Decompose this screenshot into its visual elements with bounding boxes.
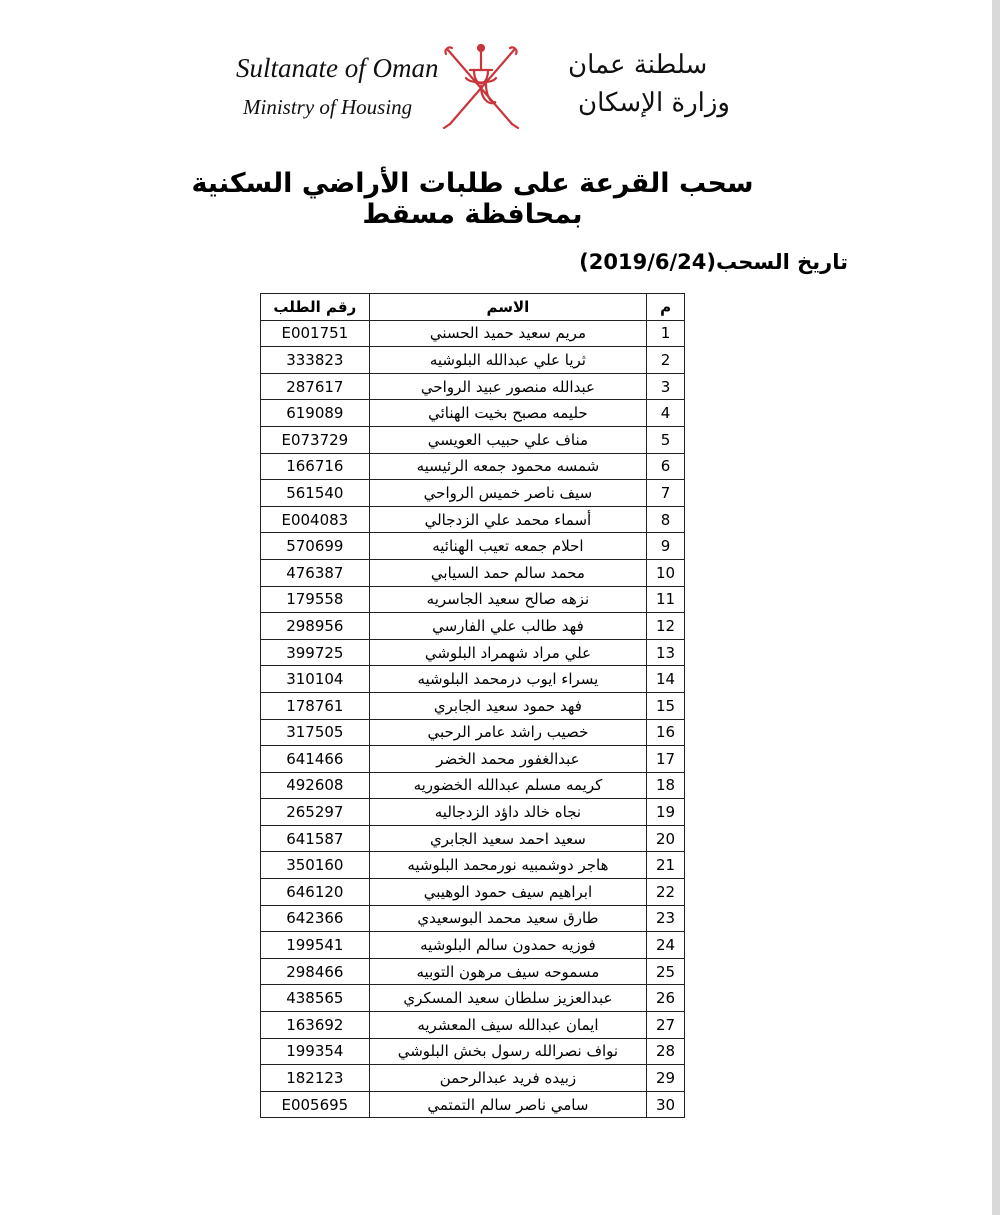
row-application-number: 570699	[261, 533, 370, 560]
row-name: فهد طالب علي الفارسي	[369, 613, 646, 640]
row-application-number: 298466	[261, 958, 370, 985]
row-index: 23	[647, 905, 685, 932]
row-index: 18	[647, 772, 685, 799]
row-name: عبدالغفور محمد الخضر	[369, 746, 646, 773]
row-name: نواف نصرالله رسول بخش البلوشي	[369, 1038, 646, 1065]
row-name: سعيد احمد سعيد الجابري	[369, 825, 646, 852]
oman-national-emblem-icon	[440, 44, 522, 130]
row-application-number: E004083	[261, 506, 370, 533]
row-application-number: E005695	[261, 1091, 370, 1118]
row-application-number: 178761	[261, 692, 370, 719]
row-index: 19	[647, 799, 685, 826]
table-row	[261, 506, 685, 533]
row-index: 6	[647, 453, 685, 480]
row-name: خصيب راشد عامر الرحبي	[369, 719, 646, 746]
row-name: زبيده فريد عبدالرحمن	[369, 1065, 646, 1092]
table-row	[261, 879, 685, 906]
row-name: نزهه صالح سعيد الجاسريه	[369, 586, 646, 613]
table-row	[261, 1091, 685, 1118]
row-name: طارق سعيد محمد البوسعيدي	[369, 905, 646, 932]
row-name: سامي ناصر سالم التمتمي	[369, 1091, 646, 1118]
row-application-number: 287617	[261, 373, 370, 400]
row-index: 7	[647, 480, 685, 507]
table-row	[261, 666, 685, 693]
row-name: يسراء ايوب درمحمد البلوشيه	[369, 666, 646, 693]
table-row	[261, 772, 685, 799]
row-application-number: 561540	[261, 480, 370, 507]
row-name: محمد سالم حمد السيابي	[369, 559, 646, 586]
row-application-number: 333823	[261, 347, 370, 374]
row-application-number: 199354	[261, 1038, 370, 1065]
row-index: 4	[647, 400, 685, 427]
row-index: 14	[647, 666, 685, 693]
table-row	[261, 426, 685, 453]
table-row	[261, 932, 685, 959]
row-index: 3	[647, 373, 685, 400]
table-row	[261, 985, 685, 1012]
row-application-number: 265297	[261, 799, 370, 826]
table-row	[261, 905, 685, 932]
row-application-number: 641587	[261, 825, 370, 852]
row-index: 11	[647, 586, 685, 613]
row-name: فهد حمود سعيد الجابري	[369, 692, 646, 719]
results-table	[260, 293, 685, 1118]
table-row	[261, 958, 685, 985]
row-application-number: 492608	[261, 772, 370, 799]
row-index: 29	[647, 1065, 685, 1092]
table-header-row	[261, 294, 685, 321]
row-name: عبدالعزيز سلطان سعيد المسكري	[369, 985, 646, 1012]
table-row	[261, 347, 685, 374]
row-index: 30	[647, 1091, 685, 1118]
row-application-number: 619089	[261, 400, 370, 427]
table-row	[261, 373, 685, 400]
english-ministry-name: Ministry of Housing	[243, 95, 413, 119]
table-row	[261, 852, 685, 879]
row-name: هاجر دوشمبيه نورمحمد البلوشيه	[369, 852, 646, 879]
row-name: ايمان عبدالله سيف المعشريه	[369, 1012, 646, 1039]
row-name: مريم سعيد حميد الحسني	[369, 320, 646, 347]
table-row	[261, 746, 685, 773]
row-name: علي مراد شهمراد البلوشي	[369, 639, 646, 666]
header-index: م	[647, 294, 685, 321]
row-index: 27	[647, 1012, 685, 1039]
row-application-number: 166716	[261, 453, 370, 480]
page-edge	[992, 0, 1000, 1215]
row-application-number: 642366	[261, 905, 370, 932]
table-row	[261, 613, 685, 640]
row-name: ثريا علي عبدالله البلوشيه	[369, 347, 646, 374]
table-row	[261, 586, 685, 613]
table-row	[261, 799, 685, 826]
row-index: 5	[647, 426, 685, 453]
row-index: 12	[647, 613, 685, 640]
arabic-ministry-name: وزارة الإسكان	[578, 88, 730, 118]
row-name: عبدالله منصور عبيد الرواحي	[369, 373, 646, 400]
english-country-name: Sultanate of Oman	[236, 53, 439, 83]
row-name: حليمه مصبح بخيت الهنائي	[369, 400, 646, 427]
row-application-number: 646120	[261, 879, 370, 906]
row-name: أسماء محمد علي الزدجالي	[369, 506, 646, 533]
row-application-number: 399725	[261, 639, 370, 666]
row-index: 8	[647, 506, 685, 533]
table-row	[261, 559, 685, 586]
row-application-number: 298956	[261, 613, 370, 640]
table-row	[261, 825, 685, 852]
row-index: 13	[647, 639, 685, 666]
document-title: سحب القرعة على طلبات الأراضي السكنية بمحافظة مسقط	[191, 168, 754, 230]
row-index: 25	[647, 958, 685, 985]
row-application-number: 199541	[261, 932, 370, 959]
row-application-number: E073729	[261, 426, 370, 453]
table-row	[261, 1038, 685, 1065]
table-row	[261, 320, 685, 347]
row-name: مسموحه سيف مرهون التوبيه	[369, 958, 646, 985]
row-name: ابراهيم سيف حمود الوهيبي	[369, 879, 646, 906]
row-index: 21	[647, 852, 685, 879]
row-index: 9	[647, 533, 685, 560]
row-index: 16	[647, 719, 685, 746]
table-row	[261, 692, 685, 719]
table-row	[261, 1065, 685, 1092]
row-application-number: 641466	[261, 746, 370, 773]
row-application-number: 438565	[261, 985, 370, 1012]
table-row	[261, 480, 685, 507]
row-index: 22	[647, 879, 685, 906]
table-row	[261, 719, 685, 746]
row-application-number: 179558	[261, 586, 370, 613]
draw-date: تاريخ السحب(2019/6/24)	[579, 250, 848, 274]
row-index: 26	[647, 985, 685, 1012]
row-index: 20	[647, 825, 685, 852]
row-application-number: 476387	[261, 559, 370, 586]
row-name: شمسه محمود جمعه الرئيسيه	[369, 453, 646, 480]
row-index: 17	[647, 746, 685, 773]
row-application-number: 310104	[261, 666, 370, 693]
row-name: احلام جمعه تعيب الهنائيه	[369, 533, 646, 560]
table-row	[261, 400, 685, 427]
row-application-number: 182123	[261, 1065, 370, 1092]
row-name: كريمه مسلم عبدالله الخضوريه	[369, 772, 646, 799]
row-application-number: 350160	[261, 852, 370, 879]
row-index: 2	[647, 347, 685, 374]
table-row	[261, 453, 685, 480]
row-application-number: 317505	[261, 719, 370, 746]
row-name: نجاه خالد داؤد الزدجاليه	[369, 799, 646, 826]
table-row	[261, 1012, 685, 1039]
row-index: 10	[647, 559, 685, 586]
row-application-number: E001751	[261, 320, 370, 347]
row-name: مناف علي حبيب العويسي	[369, 426, 646, 453]
row-index: 15	[647, 692, 685, 719]
row-index: 28	[647, 1038, 685, 1065]
row-index: 24	[647, 932, 685, 959]
row-index: 1	[647, 320, 685, 347]
table-row	[261, 533, 685, 560]
row-application-number: 163692	[261, 1012, 370, 1039]
arabic-country-name: سلطنة عمان	[568, 50, 708, 80]
row-name: فوزيه حمدون سالم البلوشيه	[369, 932, 646, 959]
table-row	[261, 639, 685, 666]
header-name: الاسم	[369, 294, 646, 321]
row-name: سيف ناصر خميس الرواحي	[369, 480, 646, 507]
header-application-number: رقم الطلب	[261, 294, 370, 321]
